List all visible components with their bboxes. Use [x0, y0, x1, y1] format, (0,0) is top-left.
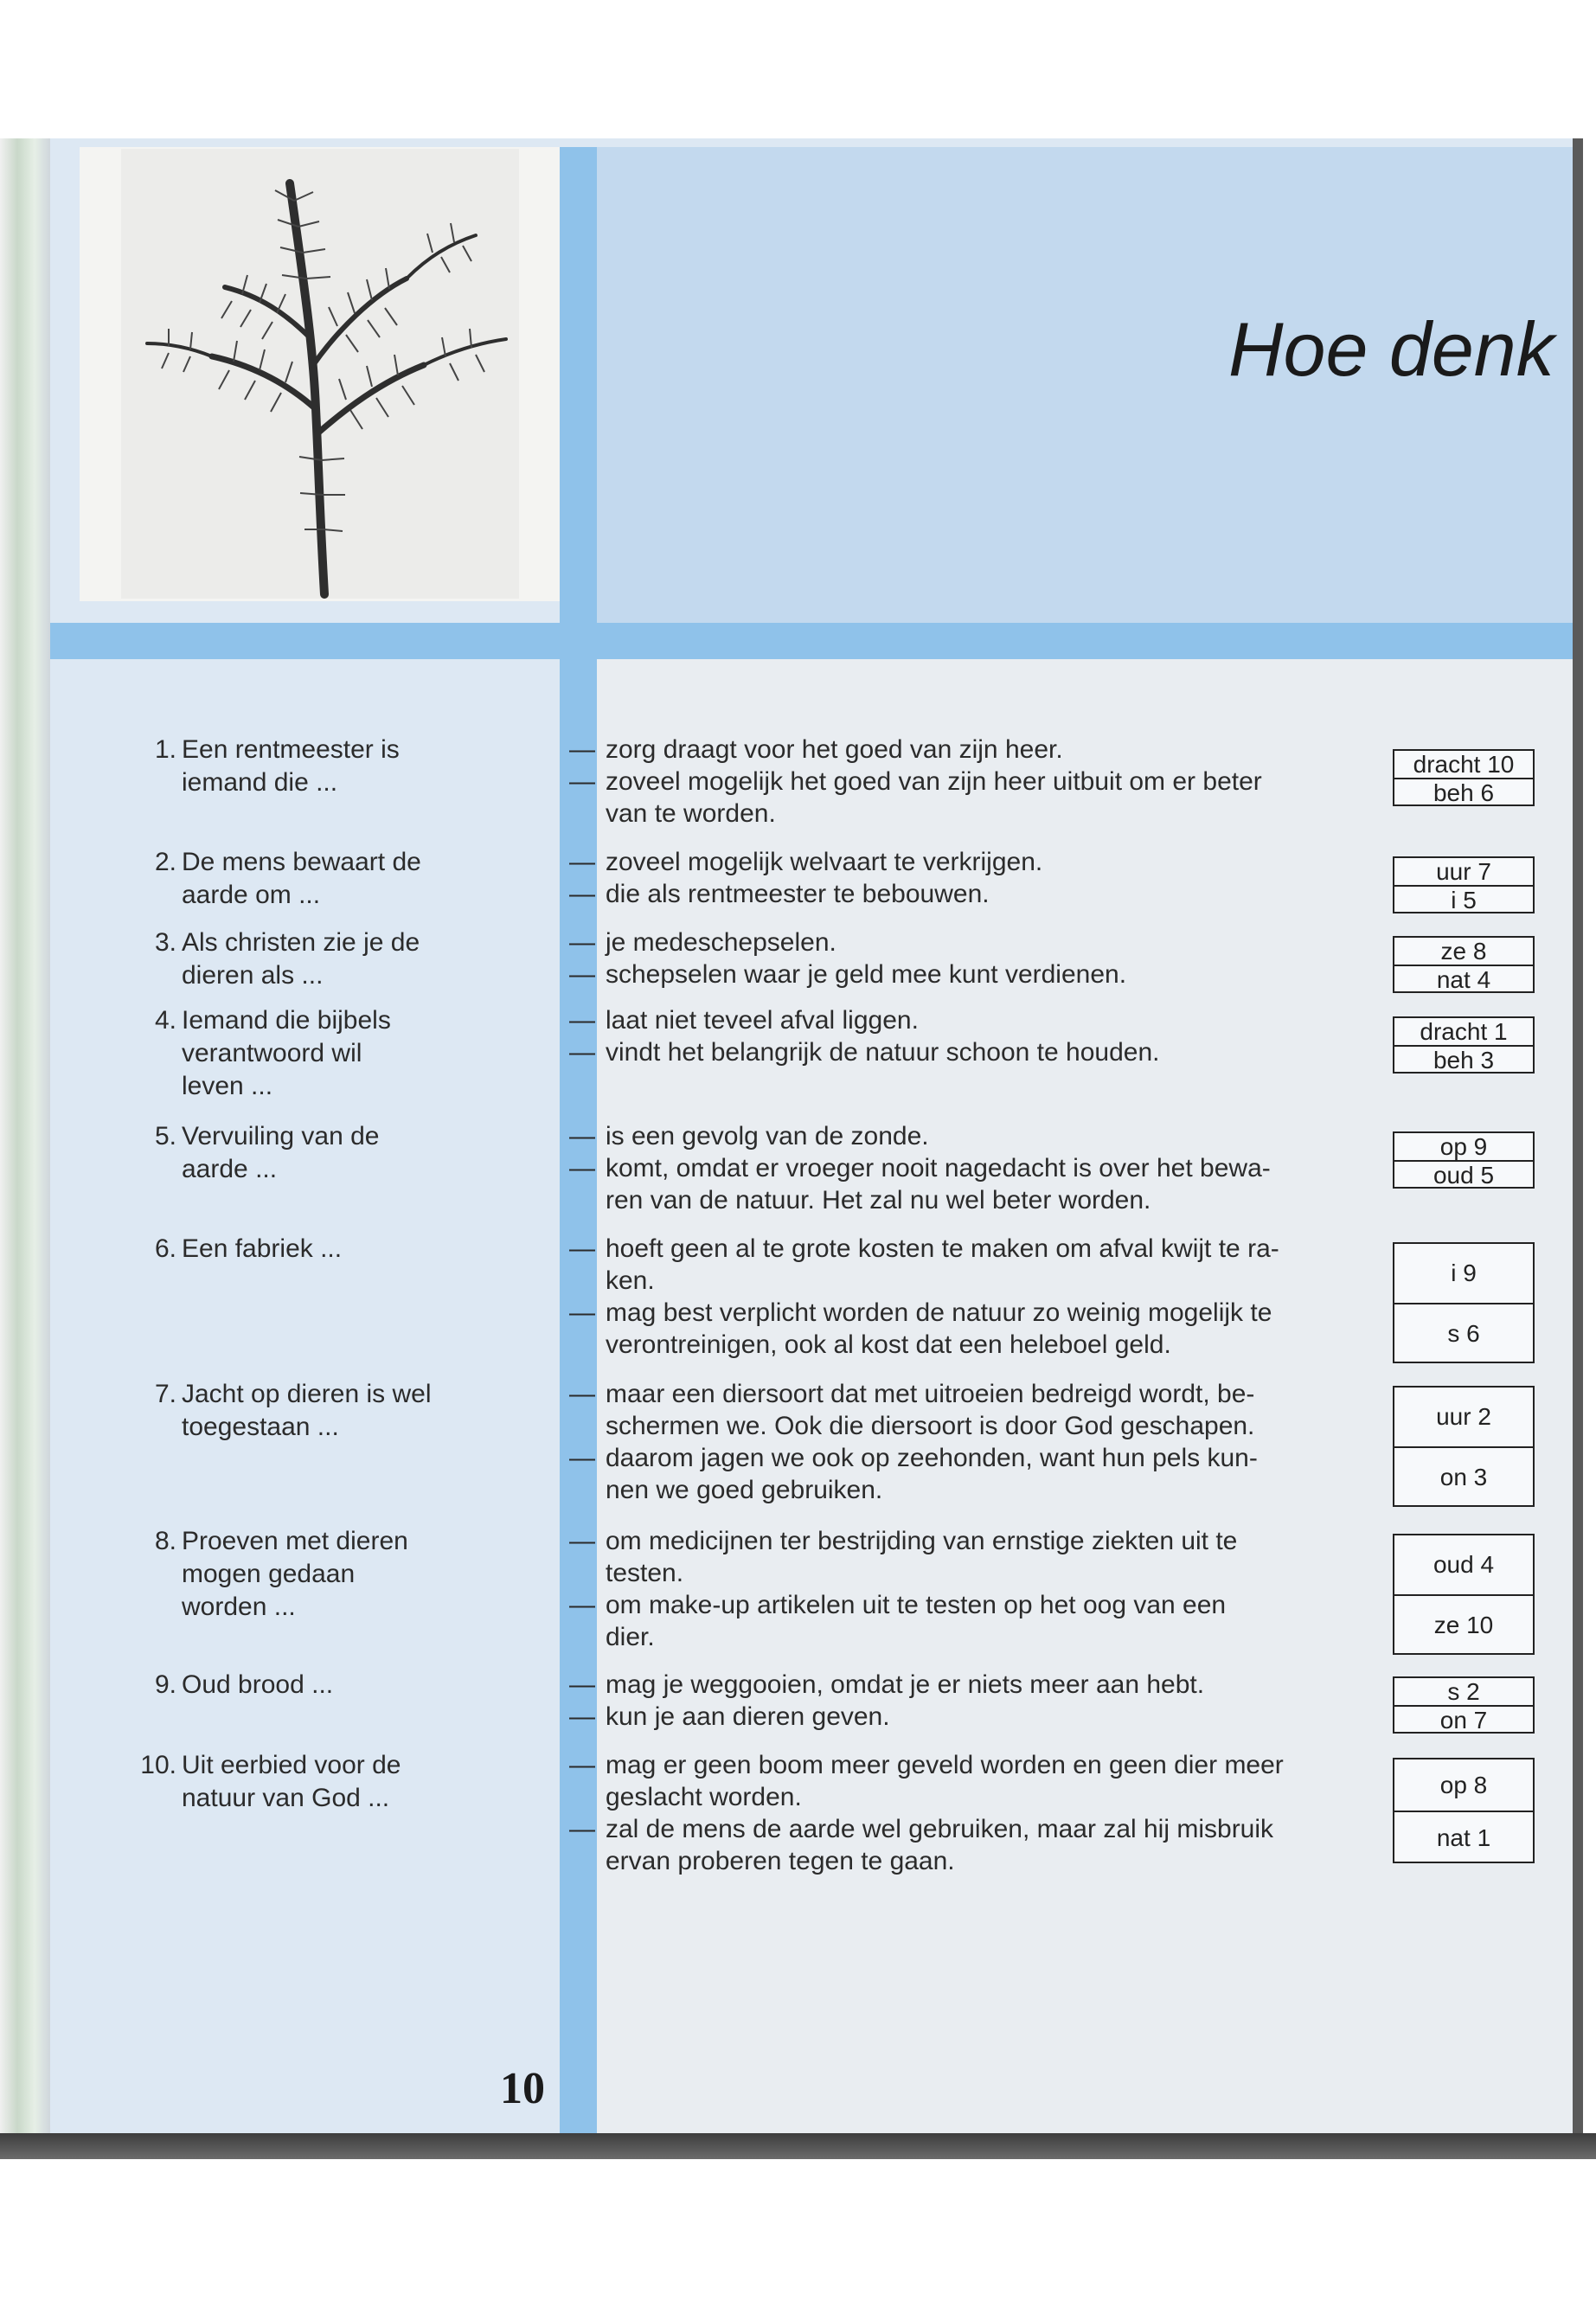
- question-4: [154, 1004, 545, 1103]
- bottom-shadow: [0, 2133, 1596, 2159]
- answer-code: dracht 10: [1413, 751, 1515, 778]
- answer-code: s 2: [1447, 1678, 1480, 1705]
- answer-code: op 9: [1439, 1133, 1488, 1160]
- dash-bullet: —: [569, 1751, 595, 1779]
- question-text-line: worden ...: [182, 1593, 296, 1621]
- answer-text-line: zal de mens de aarde wel gebruiken, maar zal hij misbruik: [606, 1815, 1274, 1843]
- question-9: [154, 1669, 545, 1702]
- answer-code: nat 1: [1394, 1811, 1533, 1862]
- answer-text-line: dier.: [606, 1623, 655, 1651]
- answer-text-line: zoveel mogelijk het goed van zijn heer uitbuit om er beter: [606, 767, 1262, 796]
- answer-code: beh 3: [1394, 1045, 1533, 1072]
- page-title: Hoe denk: [1228, 311, 1554, 388]
- answer-code-box: [1393, 1131, 1535, 1189]
- answer-code: oud 5: [1394, 1160, 1533, 1187]
- question-text-line: mogen gedaan: [182, 1560, 356, 1588]
- question-text-line: Proeven met dieren: [182, 1527, 408, 1555]
- question-number: 3.: [154, 928, 176, 957]
- dash-bullet: —: [569, 1670, 595, 1699]
- answer-text-line: komt, omdat er vroeger nooit nagedacht is over het bewa-: [606, 1154, 1271, 1183]
- answer-code-box: [1393, 749, 1535, 806]
- answer-text-line: geslacht worden.: [606, 1783, 802, 1811]
- answer-code: beh 6: [1394, 778, 1533, 804]
- answer-text-line: schermen we. Ook die diersoort is door God geschapen.: [606, 1412, 1255, 1440]
- answer-option[interactable]: [569, 1669, 1348, 1701]
- question-text-line: aarde om ...: [182, 881, 321, 909]
- answer-text-line: schepselen waar je geld mee kunt verdienen.: [606, 960, 1127, 989]
- question-text-line: Oud brood ...: [182, 1670, 334, 1699]
- dash-bullet: —: [569, 928, 595, 957]
- fir-branch-icon: [121, 149, 519, 599]
- question-text-line: dieren als ...: [182, 961, 324, 990]
- answer-code: s 6: [1394, 1303, 1533, 1362]
- question-text-line: Jacht op dieren is wel: [182, 1380, 432, 1408]
- answer-text-line: maar een diersoort dat met uitroeien bedreigd wordt, be-: [606, 1380, 1255, 1408]
- dash-bullet: —: [569, 1444, 595, 1472]
- answer-code-box: [1393, 1676, 1535, 1734]
- fir-branch-photo: [121, 149, 519, 599]
- answer-text-line: ren van de natuur. Het zal nu wel beter worden.: [606, 1186, 1151, 1215]
- answer-text-line: om make-up artikelen uit te testen op het oog van een: [606, 1591, 1227, 1619]
- dash-bullet: —: [569, 767, 595, 796]
- question-number: 4.: [154, 1006, 176, 1035]
- answer-option[interactable]: [569, 846, 1348, 878]
- answer-text-line: hoeft geen al te grote kosten te maken om afval kwijt te ra-: [606, 1234, 1279, 1263]
- dash-bullet: —: [569, 1298, 595, 1327]
- answer-option[interactable]: [569, 1036, 1348, 1068]
- answer-option[interactable]: [569, 1120, 1348, 1152]
- answer-code: ze 8: [1440, 938, 1487, 965]
- answer-text-line: vindt het belangrijk de natuur schoon te houden.: [606, 1038, 1160, 1067]
- question-6: [154, 1233, 545, 1266]
- answer-code: op 8: [1439, 1772, 1488, 1798]
- question-text-line: toegestaan ...: [182, 1413, 339, 1441]
- answer-option[interactable]: [569, 734, 1348, 766]
- dash-bullet: —: [569, 735, 595, 764]
- question-number: 2.: [154, 848, 176, 876]
- answer-code: uur 2: [1436, 1403, 1491, 1430]
- answer-code: on 7: [1394, 1705, 1533, 1732]
- answer-text-line: mag je weggooien, omdat je er niets meer aan hebt.: [606, 1670, 1205, 1699]
- answer-text-line: nen we goed gebruiken.: [606, 1476, 883, 1504]
- dash-bullet: —: [569, 1702, 595, 1731]
- answer-code: nat 4: [1394, 965, 1533, 991]
- answer-option[interactable]: [569, 926, 1348, 958]
- answer-text-line: van te worden.: [606, 799, 776, 828]
- question-number: 1.: [154, 735, 176, 764]
- answer-code: i 5: [1394, 885, 1533, 912]
- answer-text-line: om medicijnen ter bestrijding van ernstige ziekten uit te: [606, 1527, 1238, 1555]
- answer-option[interactable]: [569, 1378, 1348, 1442]
- dash-bullet: —: [569, 960, 595, 989]
- dash-bullet: —: [569, 848, 595, 876]
- answer-code-box: [1393, 1386, 1535, 1507]
- answer-text-line: kun je aan dieren geven.: [606, 1702, 890, 1731]
- answer-option[interactable]: [569, 878, 1348, 910]
- dash-bullet: —: [569, 1815, 595, 1843]
- answer-code-box: [1393, 1242, 1535, 1363]
- answer-code-box: [1393, 1758, 1535, 1863]
- question-text-line: leven ...: [182, 1072, 273, 1100]
- question-10: [140, 1749, 545, 1815]
- answer-code-box: [1393, 936, 1535, 993]
- answer-code: dracht 1: [1420, 1018, 1508, 1045]
- question-text-line: Uit eerbied voor de: [182, 1751, 401, 1779]
- page-number: 10: [500, 2064, 545, 2113]
- answer-text-line: zorg draagt voor het goed van zijn heer.: [606, 735, 1063, 764]
- book-spine-edge: [0, 138, 50, 2154]
- answer-text-line: daarom jagen we ook op zeehonden, want hun pels kun-: [606, 1444, 1258, 1472]
- answer-code: on 3: [1394, 1446, 1533, 1505]
- dash-bullet: —: [569, 1154, 595, 1183]
- answer-option[interactable]: [569, 1297, 1348, 1361]
- dash-bullet: —: [569, 1006, 595, 1035]
- cover-edge: [1573, 138, 1583, 2154]
- question-7: [154, 1378, 545, 1444]
- dash-bullet: —: [569, 1380, 595, 1408]
- question-text-line: Een rentmeester is: [182, 735, 400, 764]
- answer-text-line: ervan proberen tegen te gaan.: [606, 1847, 955, 1875]
- question-3: [154, 926, 545, 992]
- answer-text-line: mag er geen boom meer geveld worden en geen dier meer: [606, 1751, 1284, 1779]
- answer-text-line: die als rentmeester te bebouwen.: [606, 880, 990, 908]
- question-8: [154, 1525, 545, 1624]
- question-number: 9.: [154, 1670, 176, 1699]
- question-text-line: natuur van God ...: [182, 1784, 390, 1812]
- answer-text-line: ken.: [606, 1266, 655, 1295]
- question-1: [154, 734, 545, 799]
- answer-text-line: is een gevolg van de zonde.: [606, 1122, 929, 1150]
- question-text-line: Een fabriek ...: [182, 1234, 343, 1263]
- question-text-line: verantwoord wil: [182, 1039, 362, 1067]
- dash-bullet: —: [569, 880, 595, 908]
- question-5: [154, 1120, 545, 1186]
- question-text-line: iemand die ...: [182, 768, 338, 797]
- answer-code: ze 10: [1394, 1594, 1533, 1653]
- question-text-line: Vervuiling van de: [182, 1122, 380, 1150]
- question-2: [154, 846, 545, 912]
- answer-text-line: testen.: [606, 1559, 684, 1587]
- question-number: 5.: [154, 1122, 176, 1150]
- answer-text-line: laat niet teveel afval liggen.: [606, 1006, 919, 1035]
- answer-option[interactable]: [569, 1152, 1348, 1216]
- answer-option[interactable]: [569, 1749, 1348, 1813]
- answer-text-line: je medeschepselen.: [606, 928, 836, 957]
- dash-bullet: —: [569, 1591, 595, 1619]
- answer-option[interactable]: [569, 1813, 1348, 1877]
- question-number: 6.: [154, 1234, 176, 1263]
- dash-bullet: —: [569, 1234, 595, 1263]
- answer-text-line: verontreinigen, ook al kost dat een heleboel geld.: [606, 1330, 1171, 1359]
- question-text-line: aarde ...: [182, 1155, 278, 1183]
- answer-code-box: [1393, 1016, 1535, 1074]
- answer-code: i 9: [1451, 1259, 1477, 1286]
- dash-bullet: —: [569, 1122, 595, 1150]
- horizontal-band: [50, 623, 1583, 659]
- answer-option[interactable]: [569, 1004, 1348, 1036]
- answer-option[interactable]: [569, 1701, 1348, 1733]
- question-number: 7.: [154, 1380, 176, 1408]
- dash-bullet: —: [569, 1038, 595, 1067]
- question-text-line: De mens bewaart de: [182, 848, 421, 876]
- answer-option[interactable]: [569, 1589, 1348, 1653]
- answer-code: oud 4: [1433, 1551, 1495, 1578]
- answer-option[interactable]: [569, 958, 1348, 990]
- answer-code-box: [1393, 1534, 1535, 1655]
- answer-option[interactable]: [569, 766, 1348, 830]
- answer-option[interactable]: [569, 1525, 1348, 1589]
- dash-bullet: —: [569, 1527, 595, 1555]
- question-text-line: Als christen zie je de: [182, 928, 420, 957]
- answer-code: uur 7: [1436, 858, 1491, 885]
- question-number: 8.: [154, 1527, 176, 1555]
- answer-option[interactable]: [569, 1442, 1348, 1506]
- answer-option[interactable]: [569, 1233, 1348, 1297]
- answer-text-line: zoveel mogelijk welvaart te verkrijgen.: [606, 848, 1043, 876]
- question-text-line: Iemand die bijbels: [182, 1006, 391, 1035]
- question-number: 10.: [140, 1751, 176, 1779]
- answer-text-line: mag best verplicht worden de natuur zo weinig mogelijk te: [606, 1298, 1272, 1327]
- answer-code-box: [1393, 856, 1535, 913]
